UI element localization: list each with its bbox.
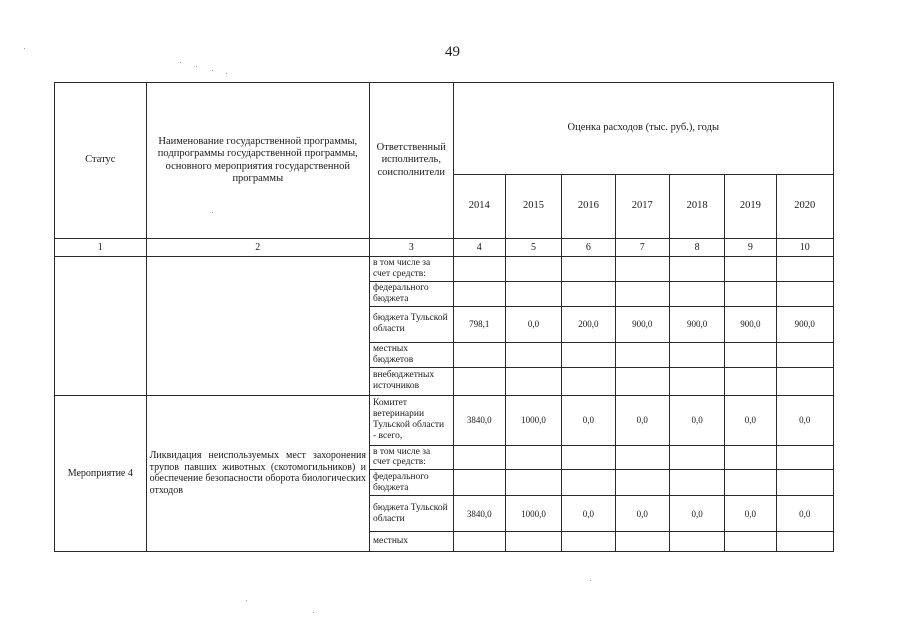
scan-speck [196,66,197,67]
scan-speck [590,580,591,581]
executor-cell: федерального бюджета [370,281,454,306]
column-number: 2 [146,239,369,257]
value-cell [725,470,776,496]
year-cell: 2019 [725,175,776,239]
status-cell [55,257,147,396]
value-cell [505,257,561,282]
value-cell [562,257,615,282]
value-cell [615,445,669,470]
name-cell [146,257,369,396]
value-cell: 0,0 [725,395,776,445]
column-number: 10 [776,239,833,257]
value-cell: 0,0 [615,395,669,445]
value-cell [562,470,615,496]
value-cell: 0,0 [725,496,776,532]
value-cell [562,445,615,470]
column-number: 1 [55,239,147,257]
value-cell [505,342,561,367]
value-cell [776,367,833,395]
value-cell [615,470,669,496]
executor-cell: внебюджетных источников [370,367,454,395]
column-number: 6 [562,239,615,257]
scan-speck [313,612,314,613]
value-cell: 0,0 [562,395,615,445]
executor-cell: местных [370,532,454,552]
scan-speck [246,600,247,601]
year-cell: 2014 [453,175,505,239]
value-cell [615,532,669,552]
value-cell [615,281,669,306]
value-cell [562,367,615,395]
executor-cell: федерального бюджета [370,470,454,496]
table-row [55,395,834,445]
value-cell [562,281,615,306]
value-cell [776,257,833,282]
header-executor: Ответственный исполнитель, соисполнители [370,83,454,239]
year-cell: 2016 [562,175,615,239]
value-cell: 900,0 [615,306,669,342]
scan-speck [180,62,181,63]
column-number-row [55,239,834,257]
column-number: 9 [725,239,776,257]
year-cell: 2015 [505,175,561,239]
table-row [55,257,834,282]
value-cell [562,532,615,552]
value-cell: 3840,0 [453,496,505,532]
year-cell: 2020 [776,175,833,239]
value-cell: 200,0 [562,306,615,342]
scan-speck [24,48,25,49]
header-expenses: Оценка расходов (тыс. руб.), годы [453,83,833,175]
value-cell [776,281,833,306]
value-cell: 900,0 [669,306,724,342]
value-cell: 900,0 [776,306,833,342]
value-cell [669,367,724,395]
value-cell [725,342,776,367]
value-cell: 0,0 [505,306,561,342]
year-cell: 2018 [669,175,724,239]
value-cell [669,445,724,470]
scan-speck [212,70,213,71]
value-cell: 0,0 [615,496,669,532]
column-number: 5 [505,239,561,257]
value-cell [505,470,561,496]
value-cell [776,445,833,470]
value-cell [615,342,669,367]
value-cell [453,257,505,282]
column-number: 3 [370,239,454,257]
value-cell [505,367,561,395]
executor-cell: в том числе за счет средств: [370,257,454,282]
value-cell: 0,0 [562,496,615,532]
value-cell: 798,1 [453,306,505,342]
value-cell [725,367,776,395]
scan-speck [226,73,227,74]
value-cell [562,342,615,367]
column-number: 7 [615,239,669,257]
value-cell [615,257,669,282]
value-cell [725,532,776,552]
value-cell: 0,0 [669,395,724,445]
value-cell: 3840,0 [453,395,505,445]
value-cell [669,257,724,282]
value-cell: 1000,0 [505,496,561,532]
value-cell [505,445,561,470]
value-cell [669,281,724,306]
value-cell [453,470,505,496]
value-cell [725,445,776,470]
value-cell [725,257,776,282]
executor-cell: бюджета Тульской области [370,496,454,532]
value-cell: 900,0 [725,306,776,342]
value-cell [776,470,833,496]
expenses-table [54,82,834,552]
value-cell: 0,0 [776,496,833,532]
status-cell: Мероприятие 4 [55,395,147,552]
value-cell [615,367,669,395]
value-cell [453,445,505,470]
executor-cell: местных бюджетов [370,342,454,367]
header-name: Наименование государственной программы, подпрограммы государственной программы, основного мероприятия государственной программы [146,83,369,239]
header-status: Статус [55,83,147,239]
header-row [55,83,834,175]
value-cell: 1000,0 [505,395,561,445]
value-cell [776,532,833,552]
executor-cell: в том числе за счет средств: [370,445,454,470]
executor-cell: Комитет ветеринарии Тульской области - всего, [370,395,454,445]
column-number: 4 [453,239,505,257]
value-cell: 0,0 [776,395,833,445]
year-cell: 2017 [615,175,669,239]
value-cell [453,532,505,552]
value-cell [669,342,724,367]
value-cell [669,470,724,496]
column-number: 8 [669,239,724,257]
name-cell: Ликвидация неиспользуемых мест захоронения трупов павших животных (скотомогильников) и обеспечение безопасности оборота биологических отходов [146,395,369,552]
executor-cell: бюджета Тульской области [370,306,454,342]
value-cell [505,281,561,306]
value-cell [453,281,505,306]
value-cell [453,342,505,367]
value-cell [453,367,505,395]
page-number: 49 [445,44,460,60]
value-cell [776,342,833,367]
value-cell [725,281,776,306]
value-cell [505,532,561,552]
value-cell [669,532,724,552]
value-cell: 0,0 [669,496,724,532]
